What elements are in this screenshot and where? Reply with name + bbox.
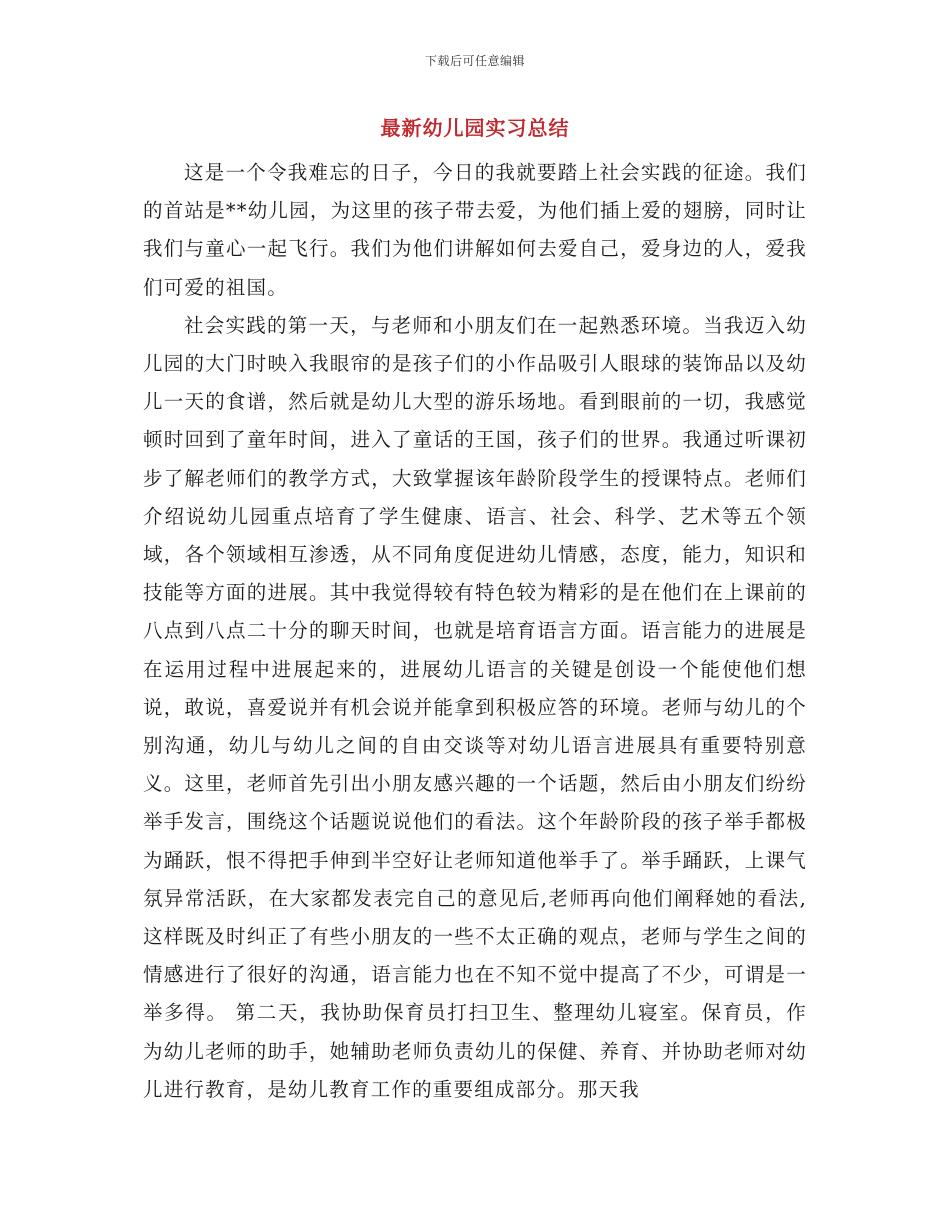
header-note: 下载后可任意编辑 (424, 54, 525, 68)
paragraph-1: 这是一个令我难忘的日子，今日的我就要踏上社会实践的征途。我们的首站是**幼儿园，为这里的孩子带去爱，为他们插上爱的翅膀，同时让我们与童心一起飞行。我们为他们讲解如何去爱自己，爱身边的人，爱我们可爱的祖国。 (143, 161, 807, 299)
document-title: 最新幼儿园实习总结 (380, 116, 570, 140)
paragraph-2: 社会实践的第一天，与老师和小朋友们在一起熟悉环境。当我迈入幼儿园的大门时映入我眼帘的是孩子们的小作品吸引人眼球的装饰品以及幼儿一天的食谱，然后就是幼儿大型的游乐场地。看到眼前的一切，我感觉顿时回到了童年时间，进入了童话的王国，孩子们的世界。我通过听课初步了解老师们的教学方式，大致掌握该年龄阶段学生的授课特点。老师们介绍说幼儿园重点培育了学生健康、语言、社会、科学、艺术等五个领域，各个领域相互渗透，从不同角度促进幼儿情感，态度，能力，知识和技能等方面的进展。其中我觉得较有特色较为精彩的是在他们在上课前的八点到八点二十分的聊天时间，也就是培育语言方面。语言能力的进展是在运用过程中进展起来的，进展幼儿语言的关键是创设一个能使他们想说，敢说，喜爱说并有机会说并能拿到积极应答的环境。老师与幼儿的个别沟通，幼儿与幼儿之间的自由交谈等对幼儿语言进展具有重要特别意义。这里，老师首先引出小朋友感兴趣的一个话题，然后由小朋友们纷纷举手发言，围绕这个话题说说他们的看法。这个年龄阶段的孩子举手都极为踊跃，恨不得把手伸到半空好让老师知道他举手了。举手踊跃，上课气氛异常活跃，在大家都发表完自己的意见后,老师再向他们阐释她的看法,这样既及时纠正了有些小朋友的一些不太正确的观点，老师与学生之间的情感进行了很好的沟通，语言能力也在不知不觉中提高了不少，可谓是一举多得。 第二天，我协助保育员打扫卫生、整理幼儿寝室。保育员，作为幼儿老师的助手，她辅助老师负责幼儿的保健、养育、并协助老师对幼儿进行教育，是幼儿教育工作的重要组成部分。那天我 (143, 313, 807, 1101)
document-body (143, 154, 807, 1109)
